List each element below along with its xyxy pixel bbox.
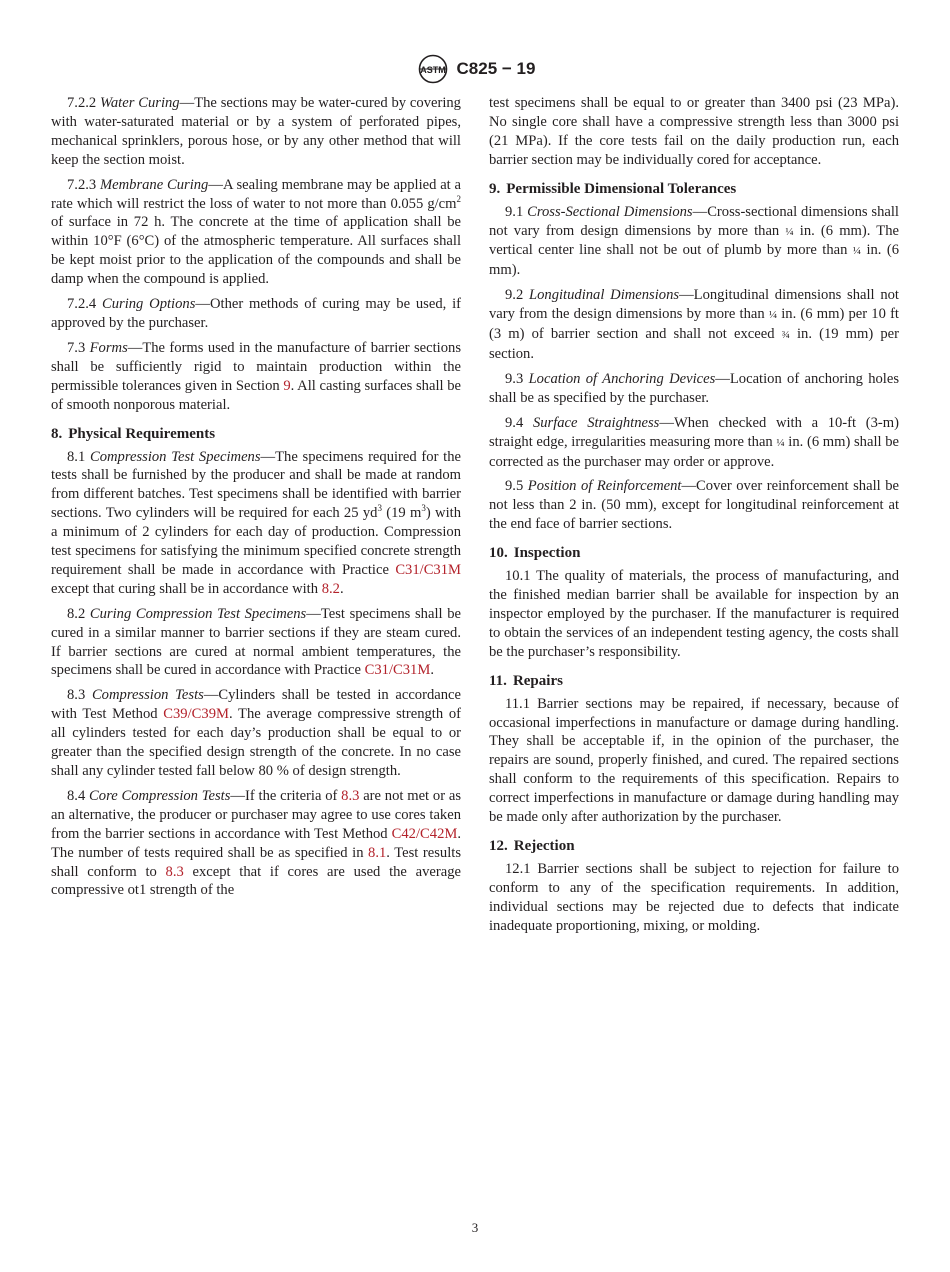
section-7-2-3: 7.2.3 Membrane Curing—A sealing membrane may be applied at a rate which will restrict the loss of water to not more than 0.055 $g/cm^2$ of surface in 72 h. The concrete at the time of application shall be within 10°F (6°C) of the atmospheric temperature. All surfaces shall be kept moist prior to the application of the compounds and shall be damp when the compound is applied. [51,176,461,288]
section-8-3: 8.3 Compression Tests—Cylinders shall be tested in accordance with Test Method C39/C39M. The average compressive strength of all cylinders tested for each day’s production shall be equal to or greater than the specified design strength of the concrete. In no case shall any cylinder tested fall below 80 % of design strength. [51,687,461,779]
left-column [51,94,461,900]
heading-section-10: 10. Inspection [489,545,581,562]
ref-link[interactable]: 8.1 [368,844,387,861]
heading-section-12: 12. Rejection [489,838,575,854]
section-9-1: 9.1 Cross-Sectional Dimensions—Cross-sectional dimensions shall not vary from design dimensions by more than ¼ in. (6 mm). The vertical center line shall not be out of plumb by more than ¼ in. (6 mm). [489,203,899,279]
section-8-1: 8.1 Compression Test Specimens—The specimens required for the tests shall be furnished by the producer and shall be made at random from different batches. Test specimens shall be identified with barrier sections. Two cylinders will be required for each 25 $yd^3$ (19 $m^3$) with a minimum of 2 cylinders for each day of production. Compression test specimens for satisfying the minimum specified concrete strength requirement shall be made in accordance with Practice C31/C31M except that curing shall be in accordance with 8.2. [51,448,461,597]
section-8-4: 8.4 Core Compression Tests—If the criteria of 8.3 are not met or as an alternative, the producer or purchaser may agree to use cores taken from the barrier sections in accordance with Test Method C42/C42M. The number of tests required shall be as specified in 8.1. Test results shall conform to 8.3 except that if cores are used the average compressive ot1 strength of the [51,787,461,899]
page-header [0,54,950,84]
ref-link[interactable]: 8.2 [321,580,340,597]
svg-text:ASTM: ASTM [419,65,446,75]
heading-section-8: 8. Physical Requirements [51,425,216,442]
heading-section-9: 9. Permissible Dimensional Tolerances [489,180,737,197]
section-9-3: 9.3 Location of Anchoring Devices—Location of anchoring holes shall be as specified by the purchaser. [489,370,899,406]
ref-link[interactable]: 8.3 [165,863,184,880]
ref-link[interactable]: C39/C39M [163,706,229,723]
section-8-4-continued: test specimens shall be equal to or greater than 3400 psi (23 MPa). No single core shall have a compressive strength less than 3000 psi (21 MPa). If the core tests fail on the daily production run, each barrier section may be individually cored for acceptance. [489,95,899,168]
ref-link[interactable]: 9 [283,377,291,394]
right-column [489,94,899,942]
document-designation: C825 − 19 [456,59,536,78]
section-9-2: 9.2 Longitudinal Dimensions—Longitudinal dimensions shall not vary from the design dimensions by more than ¼ in. (6 mm) per 10 ft (3 m) of barrier section and shall not exceed ¾ in. (19 mm) per section. [489,287,900,362]
section-10-1: 10.1 The quality of materials, the process of manufacturing, and the finished median barrier shall be available for inspection by an inspector employed by the purchaser. If the manufacturer is required to obtain the services of an independent testing agency, the costs shall be the purchaser’s responsibility. [489,568,899,660]
heading-section-11: 11. Repairs [489,672,563,689]
section-11-1: 11.1 Barrier sections may be repaired, if necessary, because of occasional imperfections in manufacture or damage during handling. They shall be acceptable if, in the opinion of the purchaser, the repairs are sound, properly finished, and cured. The repaired sections shall conform to the requirements of this specification. Repairs to correct imperfections in manufacture or damage during handling may be made only after authorization by the purchaser. [489,695,899,826]
ref-link[interactable]: C31/C31M [395,561,461,578]
astm-logo-icon [415,54,451,84]
page-number: 3 [471,1220,479,1235]
section-7-2-2: 7.2.2 Water Curing—The sections may be water-cured by covering with water-saturated material or by a system of perforated pipes, mechanical sprinklers, porous hose, or by any other method that will keep the section moist. [51,95,461,168]
section-7-3: 7.3 Forms—The forms used in the manufacture of barrier sections shall be sufficiently rigid to maintain production within the permissible tolerances given in Section 9. All casting surfaces shall be of smooth nonporous material. [51,339,462,413]
ref-link[interactable]: C42/C42M [391,825,458,842]
section-9-5: 9.5 Position of Reinforcement—Cover over reinforcement shall be not less than 2 in. (50 mm), except for longitudinal reinforcement at the end face of barrier sections. [489,478,899,533]
section-9-4: 9.4 Surface Straightness—When checked with a 10-ft (3-m) straight edge, irregularities measuring more than ¼ in. (6 mm) shall be corrected as the purchaser may order or approve. [489,414,899,470]
section-8-2: 8.2 Curing Compression Test Specimens—Test specimens shall be cured in a similar manner to barrier sections if they are steam cured. If barrier sections are cured at normal ambient temperatures, the specimens shall be cured in accordance with Practice C31/C31M. [51,605,461,679]
section-12-1: 12.1 Barrier sections shall be subject to rejection for failure to conform to any of the specification requirements. In addition, individual sections may be rejected due to defects that indicate inadequate proportioning, mixing, or molding. [489,861,899,934]
ref-link[interactable]: C31/C31M [364,662,431,679]
ref-link[interactable]: 8.3 [341,787,360,804]
section-7-2-4: 7.2.4 Curing Options—Other methods of curing may be used, if approved by the purchaser. [51,296,461,331]
